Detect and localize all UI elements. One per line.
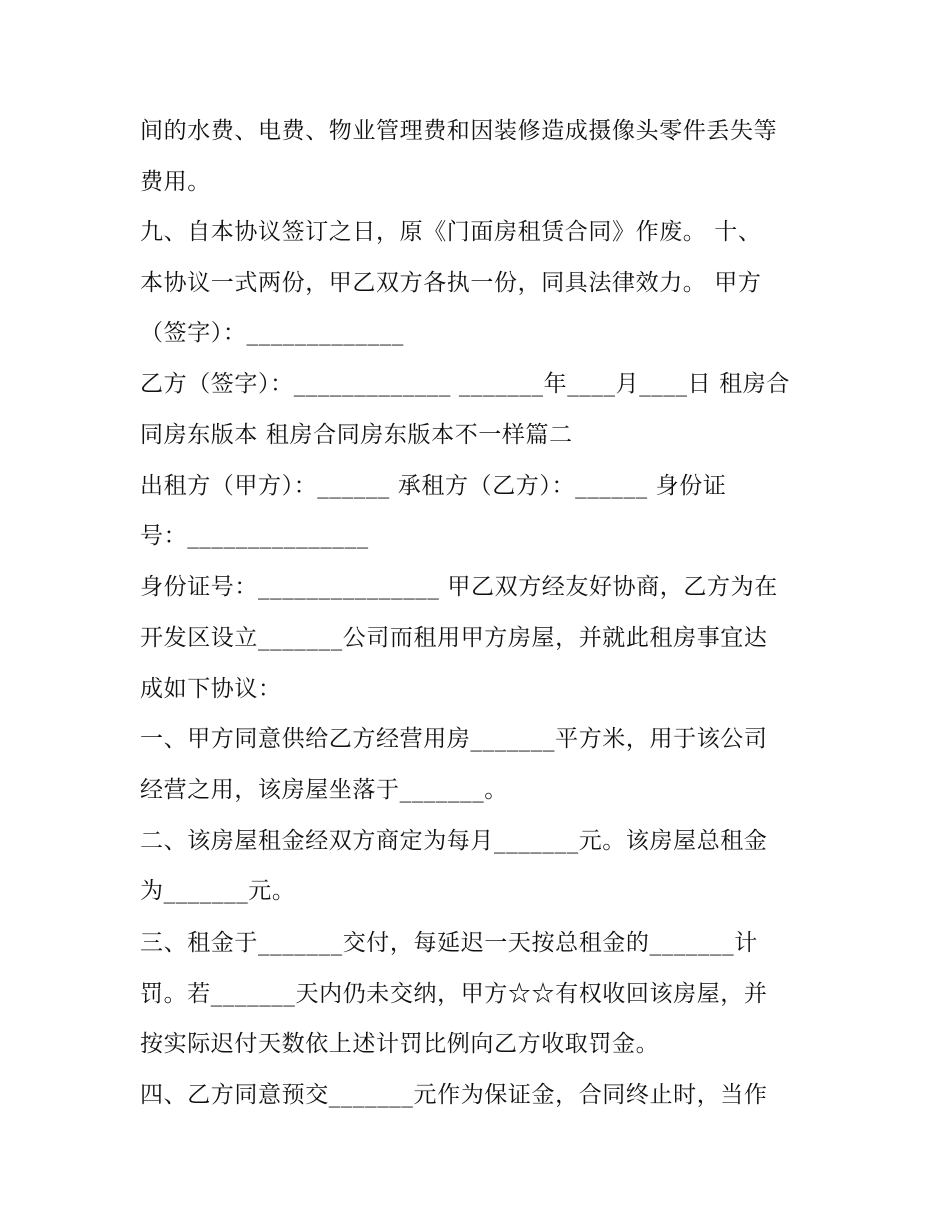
text-line: 出租方（甲方）：______ 承租方（乙方）：______ 身份证 <box>140 473 727 499</box>
text-line: 号：_______________ <box>140 523 369 549</box>
text-line: 开发区设立_______公司而租用甲方房屋，并就此租房事宜达 <box>140 625 768 651</box>
text-line: 乙方（签字）：_____________ _______年____月____日 租房合 <box>140 371 790 397</box>
text-line: 经营之用，该房屋坐落于_______。 <box>140 777 508 803</box>
text-line: 间的水费、电费、物业管理费和因装修造成摄像头零件丢失等 <box>140 118 778 144</box>
text-line: 成如下协议： <box>140 676 282 702</box>
text-line: 按实际迟付天数依上述计罚比例向乙方收取罚金。 <box>140 1031 660 1057</box>
text-line: 二、该房屋租金经双方商定为每月_______元。该房屋总租金 <box>140 828 768 854</box>
text-line: （签字）：_____________ <box>140 320 404 346</box>
text-line: 身份证号：_______________ 甲乙双方经友好协商，乙方为在 <box>140 574 778 600</box>
text-line: 罚。若_______天内仍未交纳，甲方☆☆有权收回该房屋，并 <box>140 981 768 1007</box>
text-line: 九、自本协议签订之日，原《门面房租赁合同》作废。 十、 <box>140 219 762 245</box>
text-line: 一、甲方同意供给乙方经营用房_______平方米，用于该公司 <box>140 726 768 752</box>
text-line: 为_______元。 <box>140 878 296 904</box>
text-line: 四、乙方同意预交_______元作为保证金，合同终止时，当作 <box>140 1082 768 1108</box>
text-line: 费用。 <box>140 169 211 195</box>
text-line: 本协议一式两份，甲乙双方各执一份，同具法律效力。 甲方 <box>140 270 762 296</box>
text-line: 同房东版本 租房合同房东版本不一样篇二 <box>140 422 573 448</box>
text-line: 三、租金于_______交付，每延迟一天按总租金的_______计 <box>140 930 758 956</box>
